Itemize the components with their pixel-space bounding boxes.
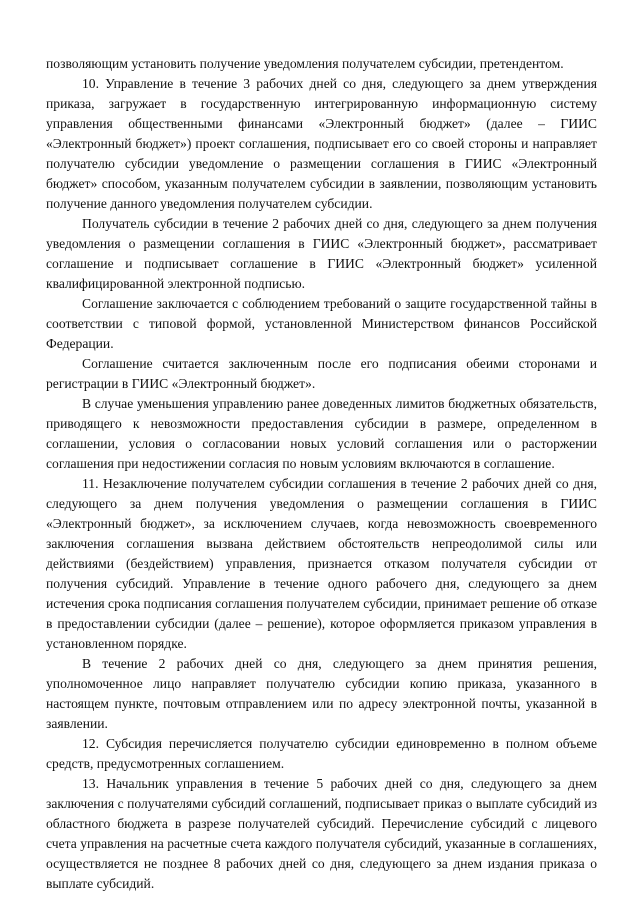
paragraph-item-13: 13. Начальник управления в течение 5 рабочих дней со дня, следующего за днем заключения с получателями субсидий соглашений, подписывает приказ о выплате субсидий из областного бюджета в разрезе получателей субсидий. Перечисление субсидий с лицевого счета управления на расчетные счета каждого получателя субсидий, указанные в соглашениях, осуществляется не позднее 8 рабочих дней со дня, следующего за днем издания приказа о выплате субсидий. (46, 776, 597, 891)
paragraph-item-11: 11. Незаключение получателем субсидии соглашения в течение 2 рабочих дней со дня, следующего за днем получения уведомления о размещении соглашения в ГИИС «Электронный бюджет», за исключением случаев, когда невозможность своевременного заключения соглашения вызвана действием обстоятельств непреодолимой силы или действиями (бездействием) управления, признается отказом получателя субсидии от получения субсидий. Управление в течение одного рабочего дня, следующего за днем истечения срока подписания соглашения получателем субсидии, принимает решение об отказе в предоставлении субсидии (далее – решение), которое оформляется приказом управления в установленном порядке. (46, 476, 597, 651)
paragraph-item-10: 10. Управление в течение 3 рабочих дней со дня, следующего за днем утверждения приказа, загружает в государственную интегрированную информационную систему управления общественными финансами «Электронный бюджет» (далее – ГИИС «Электронный бюджет») проект соглашения, подписывает его со своей стороны и направляет получателю субсидии уведомление о размещении соглашения в ГИИС «Электронный бюджет» способом, указанным получателем субсидии в заявлении, позволяющим установить получение данного уведомления получателем субсидии. (46, 76, 597, 211)
paragraph-limits-reduction: В случае уменьшения управлению ранее доведенных лимитов бюджетных обязательств, приводящего к невозможности предоставления субсидии в размере, определенном в соглашении, условия о согласовании новых условий соглашения или о расторжении соглашения при недостижении согласия по новым условиям включаются в соглашение. (46, 396, 597, 471)
paragraph-copy-of-order: В течение 2 рабочих дней со дня, следующего за днем принятия решения, уполномоченное лицо направляет получателю субсидии копию приказа, указанного в настоящем пункте, почтовым отправлением или по адресу электронной почты, указанной в заявлении. (46, 656, 597, 731)
paragraph-recipient-signing: Получатель субсидии в течение 2 рабочих дней со дня, следующего за днем получения уведомления о размещении соглашения в ГИИС «Электронный бюджет», рассматривает соглашение и подписывает соглашение в ГИИС «Электронный бюджет» усиленной квалифицированной электронной подписью. (46, 216, 597, 291)
paragraph-item-12: 12. Субсидия перечисляется получателю субсидии единовременно в полном объеме средств, предусмотренных соглашением. (46, 736, 597, 771)
paragraph-state-secret: Соглашение заключается с соблюдением требований о защите государственной тайны в соответствии с типовой формой, установленной Министерством финансов Российской Федерации. (46, 296, 597, 351)
paragraph-continuation: позволяющим установить получение уведомления получателем субсидии, претендентом. (46, 56, 564, 71)
paragraph-agreement-concluded: Соглашение считается заключенным после его подписания обеими сторонами и регистрации в ГИИС «Электронный бюджет». (46, 356, 597, 391)
